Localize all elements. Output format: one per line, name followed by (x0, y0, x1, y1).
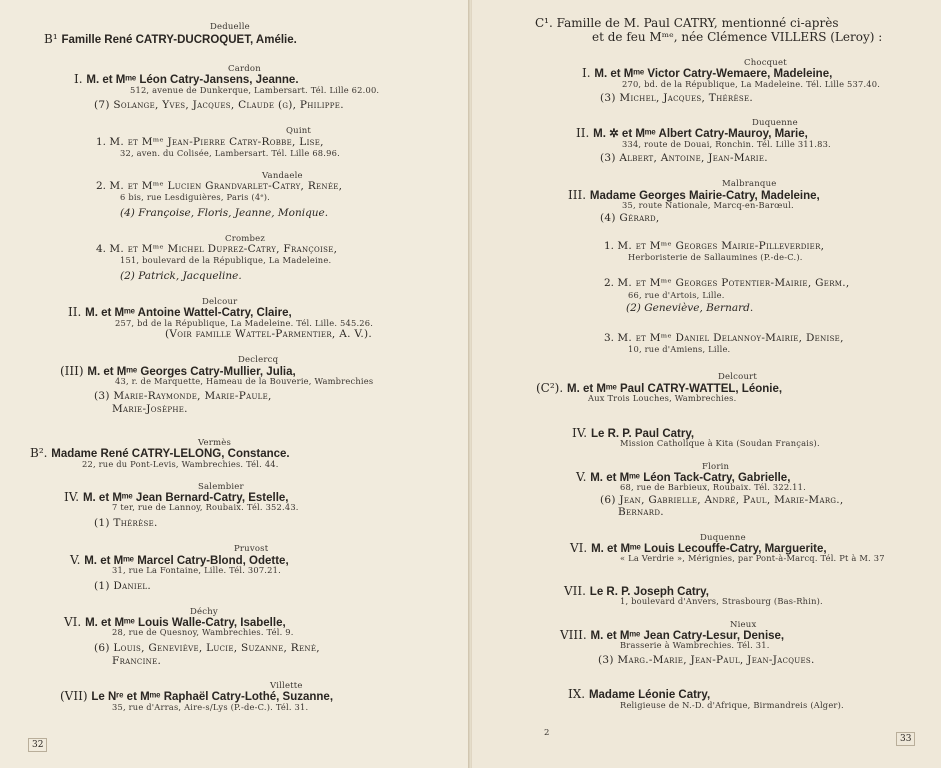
entry-address: 22, rue du Pont-Levis, Wambrechies. Tél. 44. (82, 459, 279, 469)
entry-address: 10, rue d'Amiens, Lille. (628, 344, 731, 354)
maiden-name: Crombez (225, 234, 266, 244)
see-also-note: (Voir famille Wattel-Parmentier, A. V.). (165, 328, 373, 340)
maiden-name: Delcourt (718, 372, 757, 382)
maiden-name: Quint (286, 126, 312, 136)
entry-address: Aux Trois Louches, Wambrechies. (588, 393, 737, 403)
entry-address: 31, rue La Fontaine, Lille. Tél. 307.21. (112, 565, 281, 575)
entry-address: Religieuse de N.-D. d'Afrique, Birmandreis (Alger). (620, 700, 844, 710)
maiden-name: Deduelle (210, 22, 250, 32)
left-page (0, 0, 470, 768)
right-page (472, 0, 941, 768)
entry-address: 66, rue d'Artois, Lille. (628, 290, 725, 300)
entry-3: 3. M. et Mᵐᵉ Daniel Delannoy-Mairie, Denise, (604, 332, 844, 344)
entry-vii: (VII) Le Nʳᵉ et Mᵐᵉ Raphaël Catry-Lothé, Suzanne, (60, 689, 334, 703)
children-list: (3) Albert, Antoine, Jean-Marie. (600, 152, 768, 164)
entry-vi: VI. M. et Mᵐᵉ Louis Walle-Catry, Isabelle, (64, 615, 286, 629)
entry-ix: IX. Madame Léonie Catry, (568, 687, 711, 701)
maiden-name: Delcour (202, 297, 238, 307)
entry-vi: VI. M. et Mᵐᵉ Louis Lecouffe-Catry, Marguerite, (570, 541, 827, 555)
section-heading-b1 (44, 32, 297, 46)
entry-address: 32, aven. du Colisée, Lambersart. Tél. Lille 68.96. (120, 148, 340, 158)
children-list: (7) Solange, Yves, Jacques, Claude (g), Philippe. (94, 99, 344, 111)
children-list: (2) Geneviève, Bernard. (626, 302, 754, 314)
maiden-name: Pruvost (234, 544, 269, 554)
section-heading-c1: C¹. Famille de M. Paul CATRY, mentionné ci-après (535, 16, 839, 30)
children-list: (6) Jean, Gabrielle, André, Paul, Marie-Marg., (600, 494, 844, 506)
entry-address: 1, boulevard d'Anvers, Strasbourg (Bas-Rhin). (620, 596, 823, 606)
section-label: B¹ (44, 32, 58, 46)
entry-i: I. M. et Mᵐᵉ Victor Catry-Wemaere, Madeleine, (582, 66, 833, 80)
children-list: (1) Thérèse. (94, 517, 158, 529)
entry-address: 35, route Nationale, Marcq-en-Barœul. (622, 200, 794, 210)
section-title: Famille René CATRY-DUCROQUET, Amélie. (61, 34, 297, 46)
entry-ii: II. M. ✲ et Mᵐᵉ Albert Catry-Mauroy, Marie, (576, 126, 808, 140)
section-heading-c2: (C²). M. et Mᵐᵉ Paul CATRY-WATTEL, Léonie, (536, 381, 783, 395)
page-number: 32 (28, 738, 47, 752)
entry-1: 1. M. et Mᵐᵉ Georges Mairie-Pilleverdier, (604, 240, 825, 252)
maiden-name: Declercq (238, 355, 279, 365)
entry-address: 6 bis, rue Lesdiguières, Paris (4ᵉ). (120, 192, 271, 202)
entry-address: 43, r. de Marquette, Hameau de la Bouverie, Wambrechies (115, 376, 374, 386)
entry-address: 28, rue de Quesnoy, Wambrechies. Tél. 9. (112, 627, 294, 637)
entry-2: 2. M. et Mᵐᵉ Lucien Grandvarlet-Catry, Renée, (96, 180, 343, 192)
maiden-name: Nieux (730, 620, 757, 630)
maiden-name: Salembier (198, 482, 244, 492)
entry-v: V. M. et Mᵐᵉ Marcel Catry-Blond, Odette, (70, 553, 289, 567)
maiden-name: Malbranque (722, 179, 777, 189)
children-list-cont: Bernard. (618, 506, 664, 518)
entry-address: 512, avenue de Dunkerque, Lambersart. Tél. Lille 62.00. (130, 85, 380, 95)
entry-address: Mission Catholique à Kita (Soudan Français). (620, 438, 820, 448)
entry-address: 270, bd. de la République, La Madeleine. Tél. Lille 537.40. (622, 79, 881, 89)
children-list: (3) Marie-Raymonde, Marie-Paule, (94, 390, 272, 402)
entry-vii: VII. Le R. P. Joseph Catry, (564, 584, 709, 598)
children-list-cont: Marie-Josèphe. (112, 403, 188, 415)
children-list: (4) Gérard, (600, 212, 660, 224)
entry-i: I. M. et Mᵐᵉ Léon Catry-Jansens, Jeanne. (74, 72, 299, 86)
section-heading-c1-cont: et de feu Mᵐᵉ, née Clémence VILLERS (Leroy) : (592, 30, 883, 44)
children-list: (3) Michel, Jacques, Thérèse. (600, 92, 754, 104)
page-number: 33 (896, 732, 915, 746)
children-list: (2) Patrick, Jacqueline. (120, 270, 242, 282)
children-list: (1) Daniel. (94, 580, 151, 592)
maiden-name: Vermès (198, 438, 232, 448)
entry-2: 2. M. et Mᵐᵉ Georges Potentier-Mairie, Germ., (604, 277, 850, 289)
entry-ii: II. M. et Mᵐᵉ Antoine Wattel-Catry, Claire, (68, 305, 292, 319)
maiden-name: Duquenne (752, 118, 798, 128)
entry-address: 68, rue de Barbieux, Roubaix. Tél. 322.11. (620, 482, 806, 492)
maiden-name: Cardon (228, 64, 261, 74)
entry-v: V. M. et Mᵐᵉ Léon Tack-Catry, Gabrielle, (576, 470, 791, 484)
entry-address: 334, route de Douai, Ronchin. Tél. Lille 311.83. (622, 139, 831, 149)
maiden-name: Villette (270, 681, 303, 691)
entry-viii: VIII. M. et Mᵐᵉ Jean Catry-Lesur, Denise, (560, 628, 785, 642)
entry-iv: IV. M. et Mᵐᵉ Jean Bernard-Catry, Estelle, (64, 490, 289, 504)
entry-4: 4. M. et Mᵐᵉ Michel Duprez-Catry, Françoise, (96, 243, 338, 255)
children-list: (4) Françoise, Floris, Jeanne, Monique. (120, 207, 329, 219)
maiden-name: Duquenne (700, 533, 746, 543)
entry-iv: IV. Le R. P. Paul Catry, (572, 426, 695, 440)
entry-address: 151, boulevard de la République, La Madeleine. (120, 255, 332, 265)
section-heading-b2: B². Madame René CATRY-LELONG, Constance. (30, 446, 290, 460)
signature-mark: 2 (544, 728, 550, 738)
entry-iii: (III) M. et Mᵐᵉ Georges Catry-Mullier, Julia, (60, 364, 296, 378)
children-list-cont: Francine. (112, 655, 162, 667)
entry-1: 1. M. et Mᵐᵉ Jean-Pierre Catry-Robbe, Lise, (96, 136, 324, 148)
entry-address: Herboristerie de Sallaumines (P.-de-C.). (628, 252, 803, 262)
children-list: (6) Louis, Geneviève, Lucie, Suzanne, René, (94, 642, 320, 654)
children-list: (3) Marg.-Marie, Jean-Paul, Jean-Jacques. (598, 654, 815, 666)
entry-address: « La Verdrie », Mérignies, par Pont-à-Marcq. Tél. Pt à M. 37 (620, 553, 885, 563)
maiden-name: Florin (702, 462, 730, 472)
entry-address: 7 ter, rue de Lannoy, Roubaix. Tél. 352.43. (112, 502, 299, 512)
maiden-name: Vandaele (262, 171, 303, 181)
entry-address: Brasserie à Wambrechies. Tél. 31. (620, 640, 770, 650)
entry-address: 257, bd de la République, La Madeleine. Tél. Lille. 545.26. (115, 318, 374, 328)
maiden-name: Déchy (190, 607, 218, 617)
entry-address: 35, rue d'Arras, Aire-s/Lys (P.-de-C.). Tél. 31. (112, 702, 309, 712)
maiden-name: Chocquet (744, 58, 787, 68)
entry-iii: III. Madame Georges Mairie-Catry, Madeleine, (568, 188, 820, 202)
